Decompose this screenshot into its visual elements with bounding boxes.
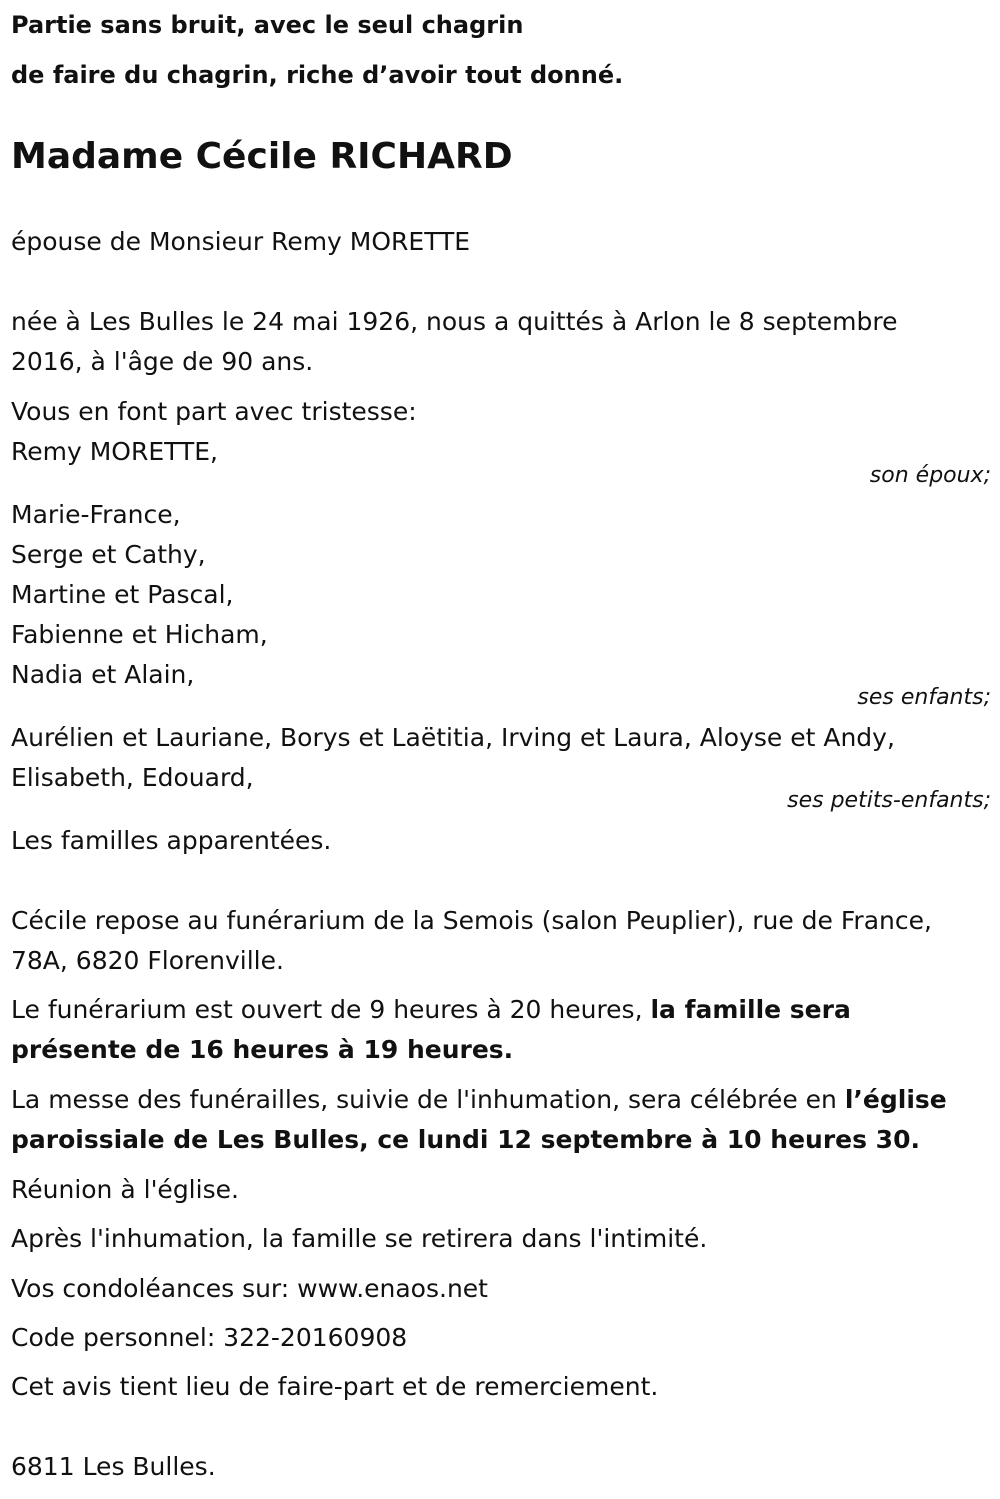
grandchildren-role: ses petits-enfants; bbox=[787, 788, 991, 813]
hours-plain-text: Le funérarium est ouvert de 9 heures à 20 heures, bbox=[11, 995, 651, 1024]
child-3: Martine et Pascal, bbox=[11, 580, 234, 609]
condolences-text: Vos condoléances sur: www.enaos.net bbox=[11, 1274, 488, 1303]
birth-death-paragraph bbox=[11, 302, 991, 382]
mass-line-2 bbox=[11, 1120, 991, 1160]
child-5: Nadia et Alain, bbox=[11, 660, 195, 689]
grandchildren-role-row bbox=[11, 789, 991, 813]
spouse-text: épouse de Monsieur Remy MORETTE bbox=[11, 227, 471, 256]
funerarium-paragraph bbox=[11, 901, 991, 981]
mass-bold-text-1: l’église bbox=[844, 1085, 947, 1114]
deceased-name: Madame Cécile RICHARD bbox=[11, 136, 513, 177]
after-line bbox=[11, 1219, 991, 1259]
spouse-role: son époux; bbox=[869, 463, 991, 488]
child-4: Fabienne et Hicham, bbox=[11, 620, 268, 649]
children-role-row bbox=[11, 686, 991, 710]
meeting-line bbox=[11, 1170, 991, 1210]
spouse-role-row bbox=[11, 464, 991, 488]
mass-bold-text-2: paroissiale de Les Bulles, ce lundi 12 septembre à 10 heures 30. bbox=[11, 1125, 920, 1154]
condolences-line bbox=[11, 1269, 991, 1309]
relatives-text: Les familles apparentées. bbox=[11, 826, 332, 855]
funerarium-line-1: Cécile repose au funérarium de la Semois (salon Peuplier), rue de France, bbox=[11, 906, 932, 935]
hours-bold-text-2: présente de 16 heures à 19 heures. bbox=[11, 1035, 514, 1064]
quote-line-1: Partie sans bruit, avec le seul chagrin bbox=[11, 11, 524, 39]
notice-line bbox=[11, 1367, 991, 1407]
address-line bbox=[11, 1447, 991, 1487]
family-intro bbox=[11, 392, 991, 472]
relatives-line bbox=[11, 821, 991, 861]
spouse-name: Remy MORETTE, bbox=[11, 437, 218, 466]
intro-text: Vous en font part avec tristesse: bbox=[11, 397, 417, 426]
child-2: Serge et Cathy, bbox=[11, 540, 206, 569]
birth-death-line-2: 2016, à l'âge de 90 ans. bbox=[11, 347, 314, 376]
children-list bbox=[11, 495, 991, 695]
meeting-text: Réunion à l'église. bbox=[11, 1175, 239, 1204]
grandchildren-line-2: Elisabeth, Edouard, bbox=[11, 763, 254, 792]
code-text: Code personnel: 322-20160908 bbox=[11, 1323, 408, 1352]
mass-line-1 bbox=[11, 1080, 991, 1120]
quote-line-2: de faire du chagrin, riche d’avoir tout donné. bbox=[11, 61, 624, 89]
code-line bbox=[11, 1318, 991, 1358]
funerarium-line-2: 78A, 6820 Florenville. bbox=[11, 946, 284, 975]
notice-text: Cet avis tient lieu de faire-part et de remerciement. bbox=[11, 1372, 659, 1401]
child-1: Marie-France, bbox=[11, 500, 181, 529]
address-text: 6811 Les Bulles. bbox=[11, 1452, 216, 1481]
birth-death-line-1: née à Les Bulles le 24 mai 1926, nous a quittés à Arlon le 8 septembre bbox=[11, 307, 898, 336]
mass-paragraph bbox=[11, 1080, 991, 1160]
spouse-line bbox=[11, 222, 991, 262]
grandchildren-line-1: Aurélien et Lauriane, Borys et Laëtitia, Irving et Laura, Aloyse et Andy, bbox=[11, 723, 895, 752]
hours-line-1 bbox=[11, 990, 991, 1030]
after-text: Après l'inhumation, la famille se retirera dans l'intimité. bbox=[11, 1224, 708, 1253]
mass-plain-text: La messe des funérailles, suivie de l'inhumation, sera célébrée en bbox=[11, 1085, 845, 1114]
hours-paragraph bbox=[11, 990, 991, 1070]
children-role: ses enfants; bbox=[857, 685, 991, 710]
hours-line-2 bbox=[11, 1030, 991, 1070]
opening-quote bbox=[11, 0, 991, 100]
hours-bold-text-1: la famille sera bbox=[650, 995, 851, 1024]
grandchildren-paragraph bbox=[11, 718, 991, 798]
